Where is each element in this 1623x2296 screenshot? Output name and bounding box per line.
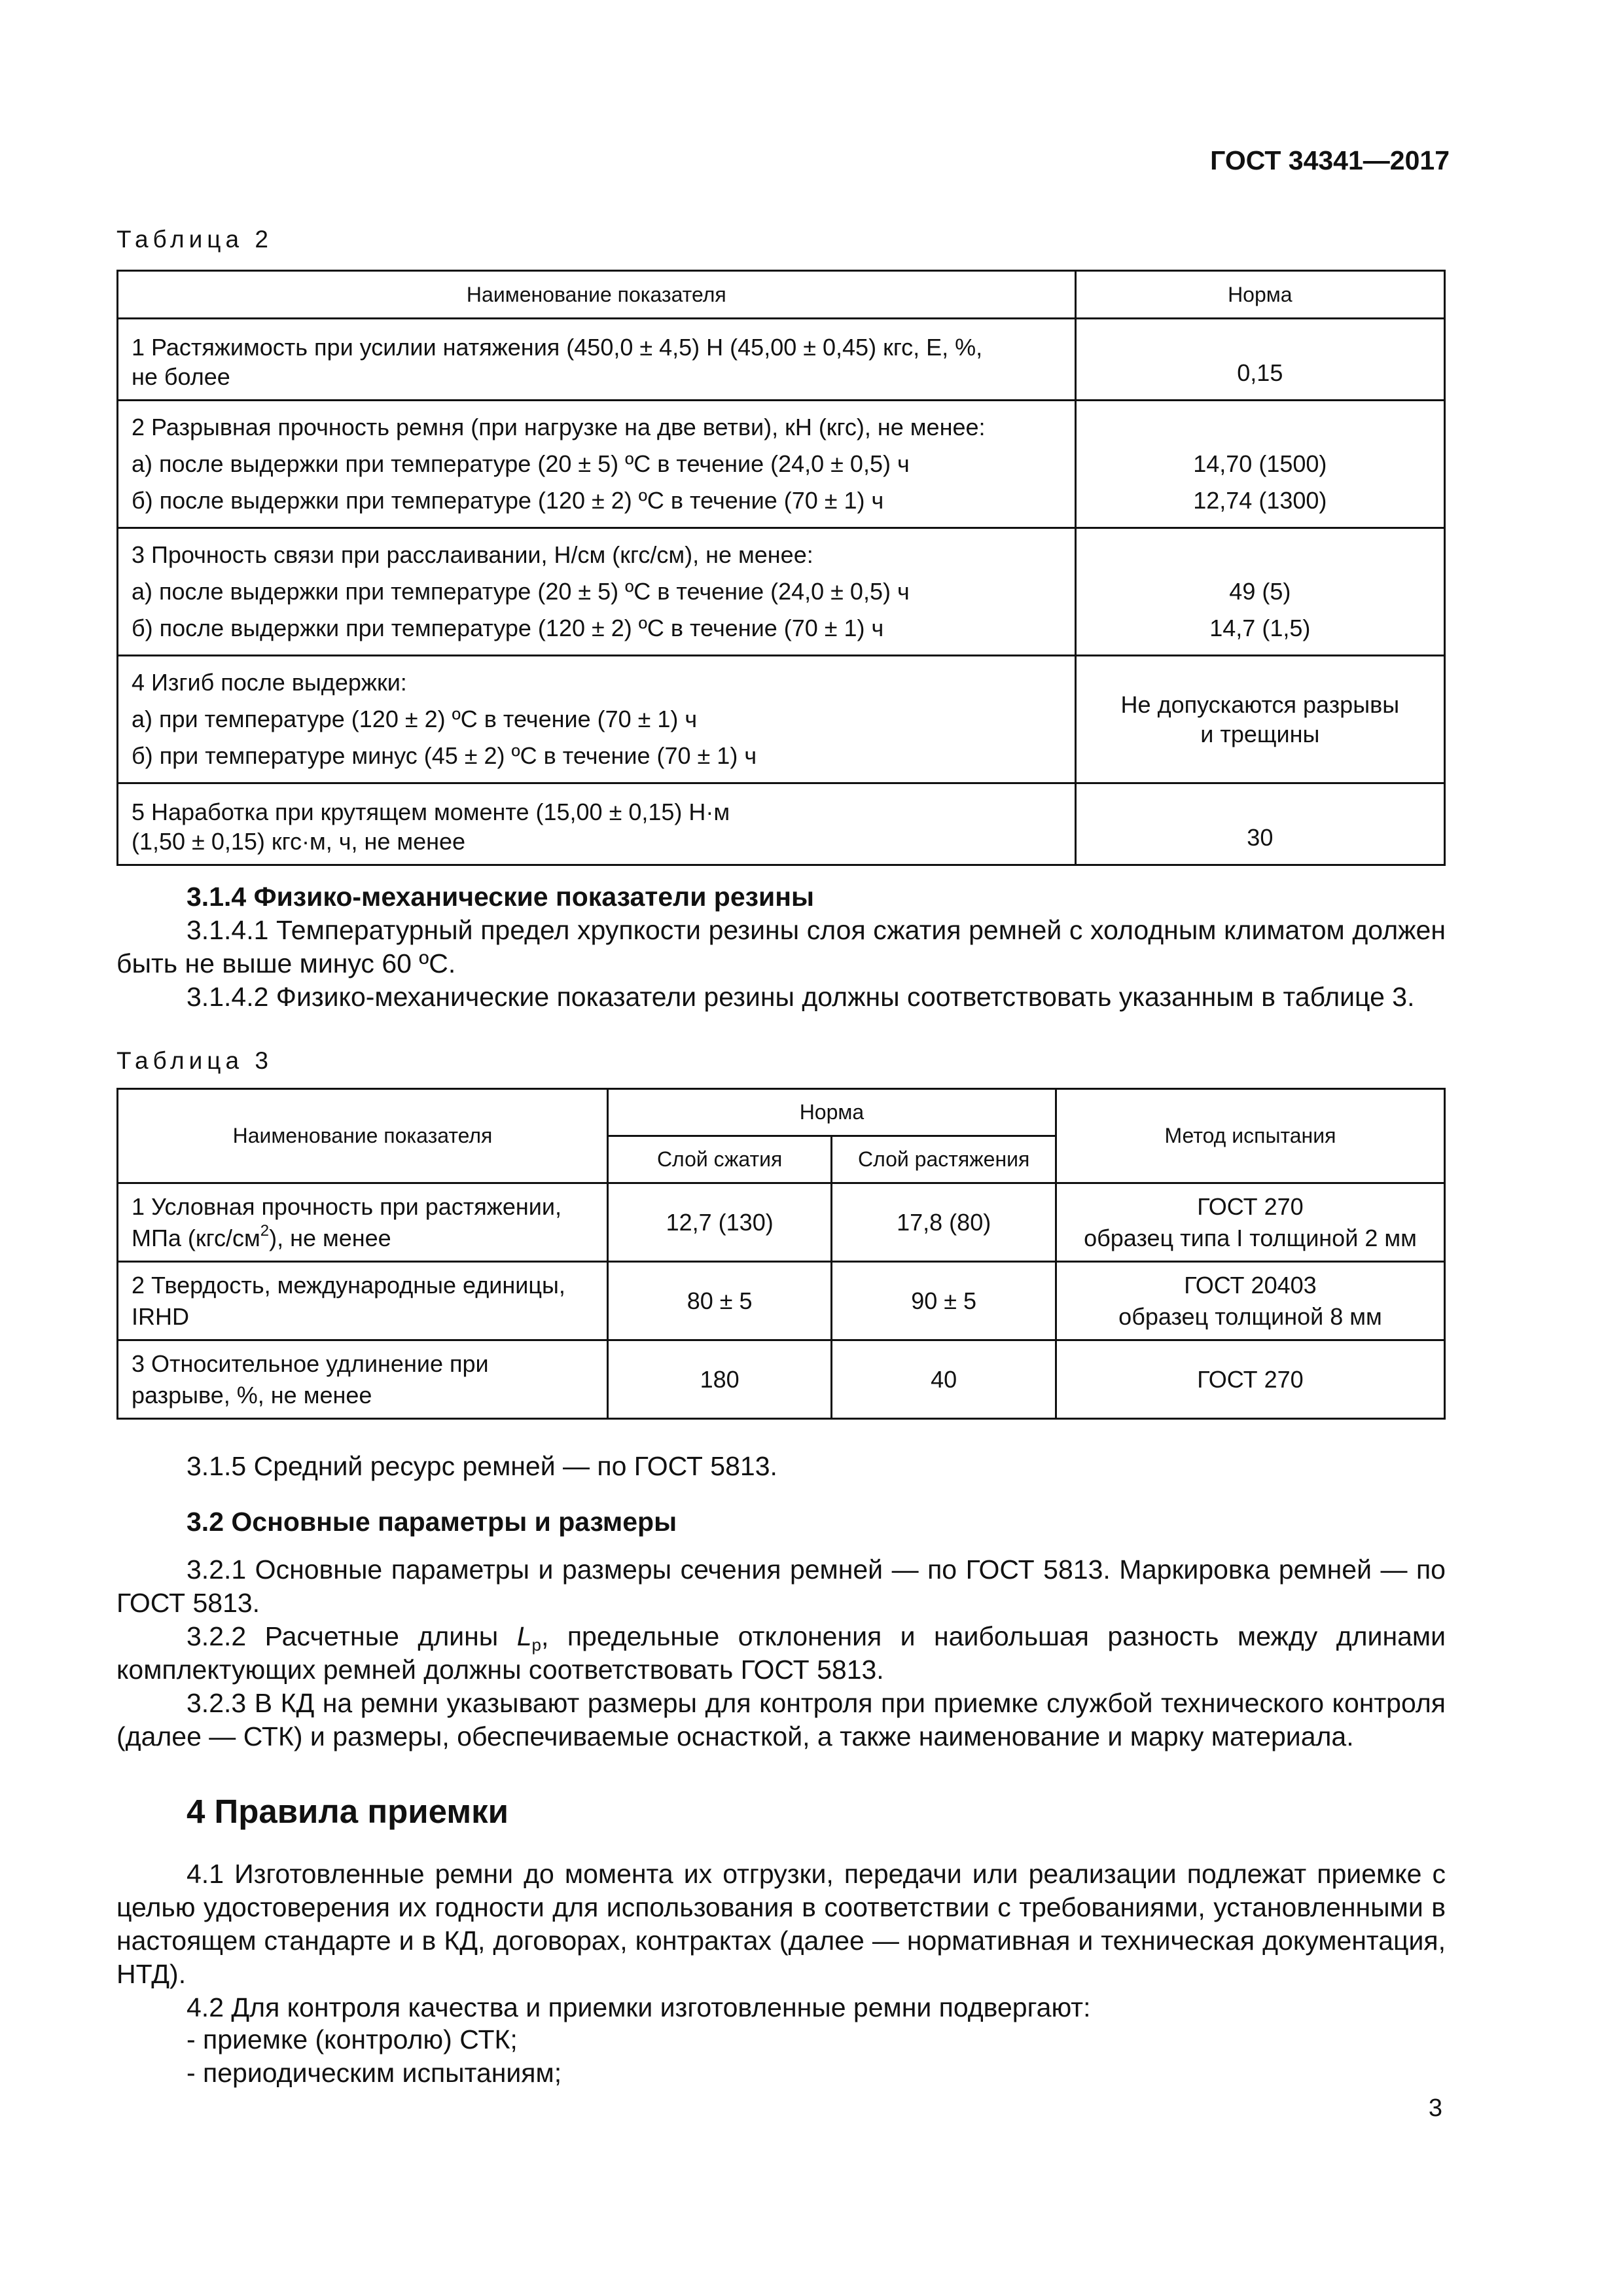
cell-line: разрыве, %, не менее	[132, 1381, 372, 1408]
tension-value: 90 ± 5	[832, 1262, 1056, 1340]
column-header-method: Метод испытания	[1056, 1089, 1444, 1183]
table-header-row	[118, 1089, 1445, 1136]
tension-value: 17,8 (80)	[832, 1183, 1056, 1262]
method-cell	[1056, 1262, 1444, 1340]
norm-value: 49 (5)	[1229, 578, 1291, 605]
row-name-cell	[118, 319, 1076, 401]
row-norm-cell	[1075, 656, 1444, 783]
paragraph-3-2-1: 3.2.1 Основные параметры и размеры сечения ремней — по ГОСТ 5813. Маркировка ремней — по ГОСТ 5813.	[116, 1554, 1446, 1618]
cell-line: 3 Прочность связи при расслаивании, Н/см (кгс/см), не менее:	[132, 541, 813, 568]
section-heading-4: 4 Правила приемки	[187, 1793, 508, 1830]
cell-line: IRHD	[132, 1302, 189, 1330]
row-name-cell	[118, 401, 1076, 528]
cell-line: 1 Растяжимость при усилии натяжения (450,0 ± 4,5) Н (45,00 ± 0,45) кгс, Е, %,	[132, 334, 983, 361]
cell-line: 5 Наработка при крутящем моменте (15,00 ± 0,15) Н·м	[132, 798, 730, 825]
table-3-label: Таблица 3	[116, 1047, 273, 1074]
section-heading-3-1-4: 3.1.4 Физико-механические показатели резины	[187, 882, 814, 912]
row-norm-cell	[1075, 401, 1444, 528]
paragraph-text: 3.2.2 Расчетные длины	[187, 1621, 517, 1651]
table-row	[118, 1262, 1445, 1340]
cell-text: МПа (кгс/см	[132, 1224, 260, 1251]
cell-line: не более	[132, 363, 230, 390]
compression-value: 80 ± 5	[607, 1262, 831, 1340]
cell-line: б) при температуре минус (45 ± 2) ºC в течение (70 ± 1) ч	[132, 742, 757, 769]
paragraph-4-2: 4.2 Для контроля качества и приемки изготовленные ремни подвергают:	[187, 1992, 1091, 2022]
table-row	[118, 1340, 1445, 1419]
row-norm-cell	[1075, 528, 1444, 656]
table-row	[118, 528, 1445, 656]
column-header-norm: Норма	[607, 1089, 1056, 1136]
cell-line	[132, 1223, 594, 1254]
method-cell	[1056, 1183, 1444, 1262]
row-name-cell	[118, 1262, 608, 1340]
norm-value: 0,15	[1237, 359, 1283, 386]
row-norm-cell	[1075, 319, 1444, 401]
list-item: - периодическим испытаниям;	[187, 2058, 562, 2088]
row-name-cell	[118, 1183, 608, 1262]
method-line: образец толщиной 8 мм	[1118, 1302, 1382, 1330]
method-line: ГОСТ 270	[1197, 1365, 1304, 1393]
row-name-cell	[118, 656, 1076, 783]
cell-line: б) после выдержки при температуре (120 ± 2) ºC в течение (70 ± 1) ч	[132, 615, 884, 641]
cell-line: 3 Относительное удлинение при	[132, 1350, 489, 1377]
method-line: ГОСТ 20403	[1184, 1271, 1317, 1299]
paragraph-4-1: 4.1 Изготовленные ремни до момента их отгрузки, передачи или реализации подлежат приемке с целью удостоверения их годности для использования в соответствии с требованиями, установленными в настоящем стандарте и в КД, договорах, контрактах (далее — нормативная и техническая документация, НТД).	[116, 1859, 1446, 1989]
table-row	[118, 1183, 1445, 1262]
paragraph-3-1-4-2: 3.1.4.2 Физико-механические показатели резины должны соответствовать указанным в таблице 3.	[187, 982, 1415, 1012]
row-name-cell	[118, 783, 1076, 865]
table-row	[118, 401, 1445, 528]
method-line: образец типа I толщиной 2 мм	[1084, 1224, 1417, 1251]
column-header-name: Наименование показателя	[118, 271, 1076, 319]
row-name-cell	[118, 528, 1076, 656]
table-2	[116, 270, 1446, 866]
method-cell	[1056, 1340, 1444, 1419]
cell-line: а) после выдержки при температуре (20 ± 5) ºC в течение (24,0 ± 0,5) ч	[132, 450, 910, 477]
section-heading-3-2: 3.2 Основные параметры и размеры	[187, 1507, 677, 1537]
row-name-cell	[118, 1340, 608, 1419]
paragraph-3-1-4-1: 3.1.4.1 Температурный предел хрупкости резины слоя сжатия ремней с холодным климатом должен быть не выше минус 60 ºC.	[116, 915, 1446, 978]
document-code: ГОСТ 34341—2017	[1210, 145, 1450, 175]
table-row	[118, 783, 1445, 865]
column-header-tension-layer: Слой растяжения	[832, 1136, 1056, 1183]
cell-line: а) при температуре (120 ± 2) ºC в течение (70 ± 1) ч	[132, 706, 698, 732]
paragraph-3-2-3: 3.2.3 В КД на ремни указывают размеры для контроля при приемке службой технического контроля (далее — СТК) и размеры, обеспечиваемые оснасткой, а также наименование и марку материала.	[116, 1688, 1446, 1751]
table-header-row	[118, 271, 1445, 319]
list-item: - приемке (контролю) СТК;	[187, 2024, 518, 2054]
column-header-compression-layer: Слой сжатия	[607, 1136, 831, 1183]
paragraph-text: , предельные отклонения и наибольшая разность между длинами комплектующих ремней должны соответствовать ГОСТ 5813.	[116, 1621, 1446, 1685]
norm-value: и трещины	[1200, 721, 1320, 747]
cell-line: 2 Разрывная прочность ремня (при нагрузке на две ветви), кН (кгс), не менее:	[132, 414, 986, 440]
table-row	[118, 656, 1445, 783]
cell-line: (1,50 ± 0,15) кгс·м, ч, не менее	[132, 828, 466, 855]
cell-line: 2 Твердость, международные единицы,	[132, 1271, 565, 1299]
paragraph-3-2-2	[116, 1620, 1446, 1687]
compression-value: 180	[607, 1340, 831, 1419]
column-header-name: Наименование показателя	[118, 1089, 608, 1183]
cell-line: 1 Условная прочность при растяжении,	[132, 1193, 562, 1220]
paragraph-3-1-5: 3.1.5 Средний ресурс ремней — по ГОСТ 5813.	[187, 1451, 777, 1481]
method-line: ГОСТ 270	[1197, 1193, 1304, 1220]
table-2-label: Таблица 2	[116, 226, 273, 253]
tension-value: 40	[832, 1340, 1056, 1419]
compression-value: 12,7 (130)	[607, 1183, 831, 1262]
cell-line: б) после выдержки при температуре (120 ± 2) ºC в течение (70 ± 1) ч	[132, 487, 884, 514]
norm-value: 12,74 (1300)	[1193, 487, 1327, 514]
superscript: 2	[260, 1221, 270, 1240]
page-number: 3	[1428, 2094, 1442, 2122]
cell-line: а) после выдержки при температуре (20 ± 5) ºC в течение (24,0 ± 0,5) ч	[132, 578, 910, 605]
row-norm-cell	[1075, 783, 1444, 865]
norm-value: 14,70 (1500)	[1193, 450, 1327, 477]
cell-line: 4 Изгиб после выдержки:	[132, 669, 407, 696]
norm-value: 30	[1247, 824, 1274, 851]
table-row	[118, 319, 1445, 401]
table-3	[116, 1088, 1446, 1420]
norm-value: 14,7 (1,5)	[1209, 615, 1311, 641]
symbol-L: L	[516, 1621, 532, 1651]
norm-value: Не допускаются разрывы	[1120, 691, 1400, 718]
subscript-p: p	[531, 1635, 542, 1655]
column-header-norm: Норма	[1075, 271, 1444, 319]
cell-text: ), не менее	[269, 1224, 391, 1251]
